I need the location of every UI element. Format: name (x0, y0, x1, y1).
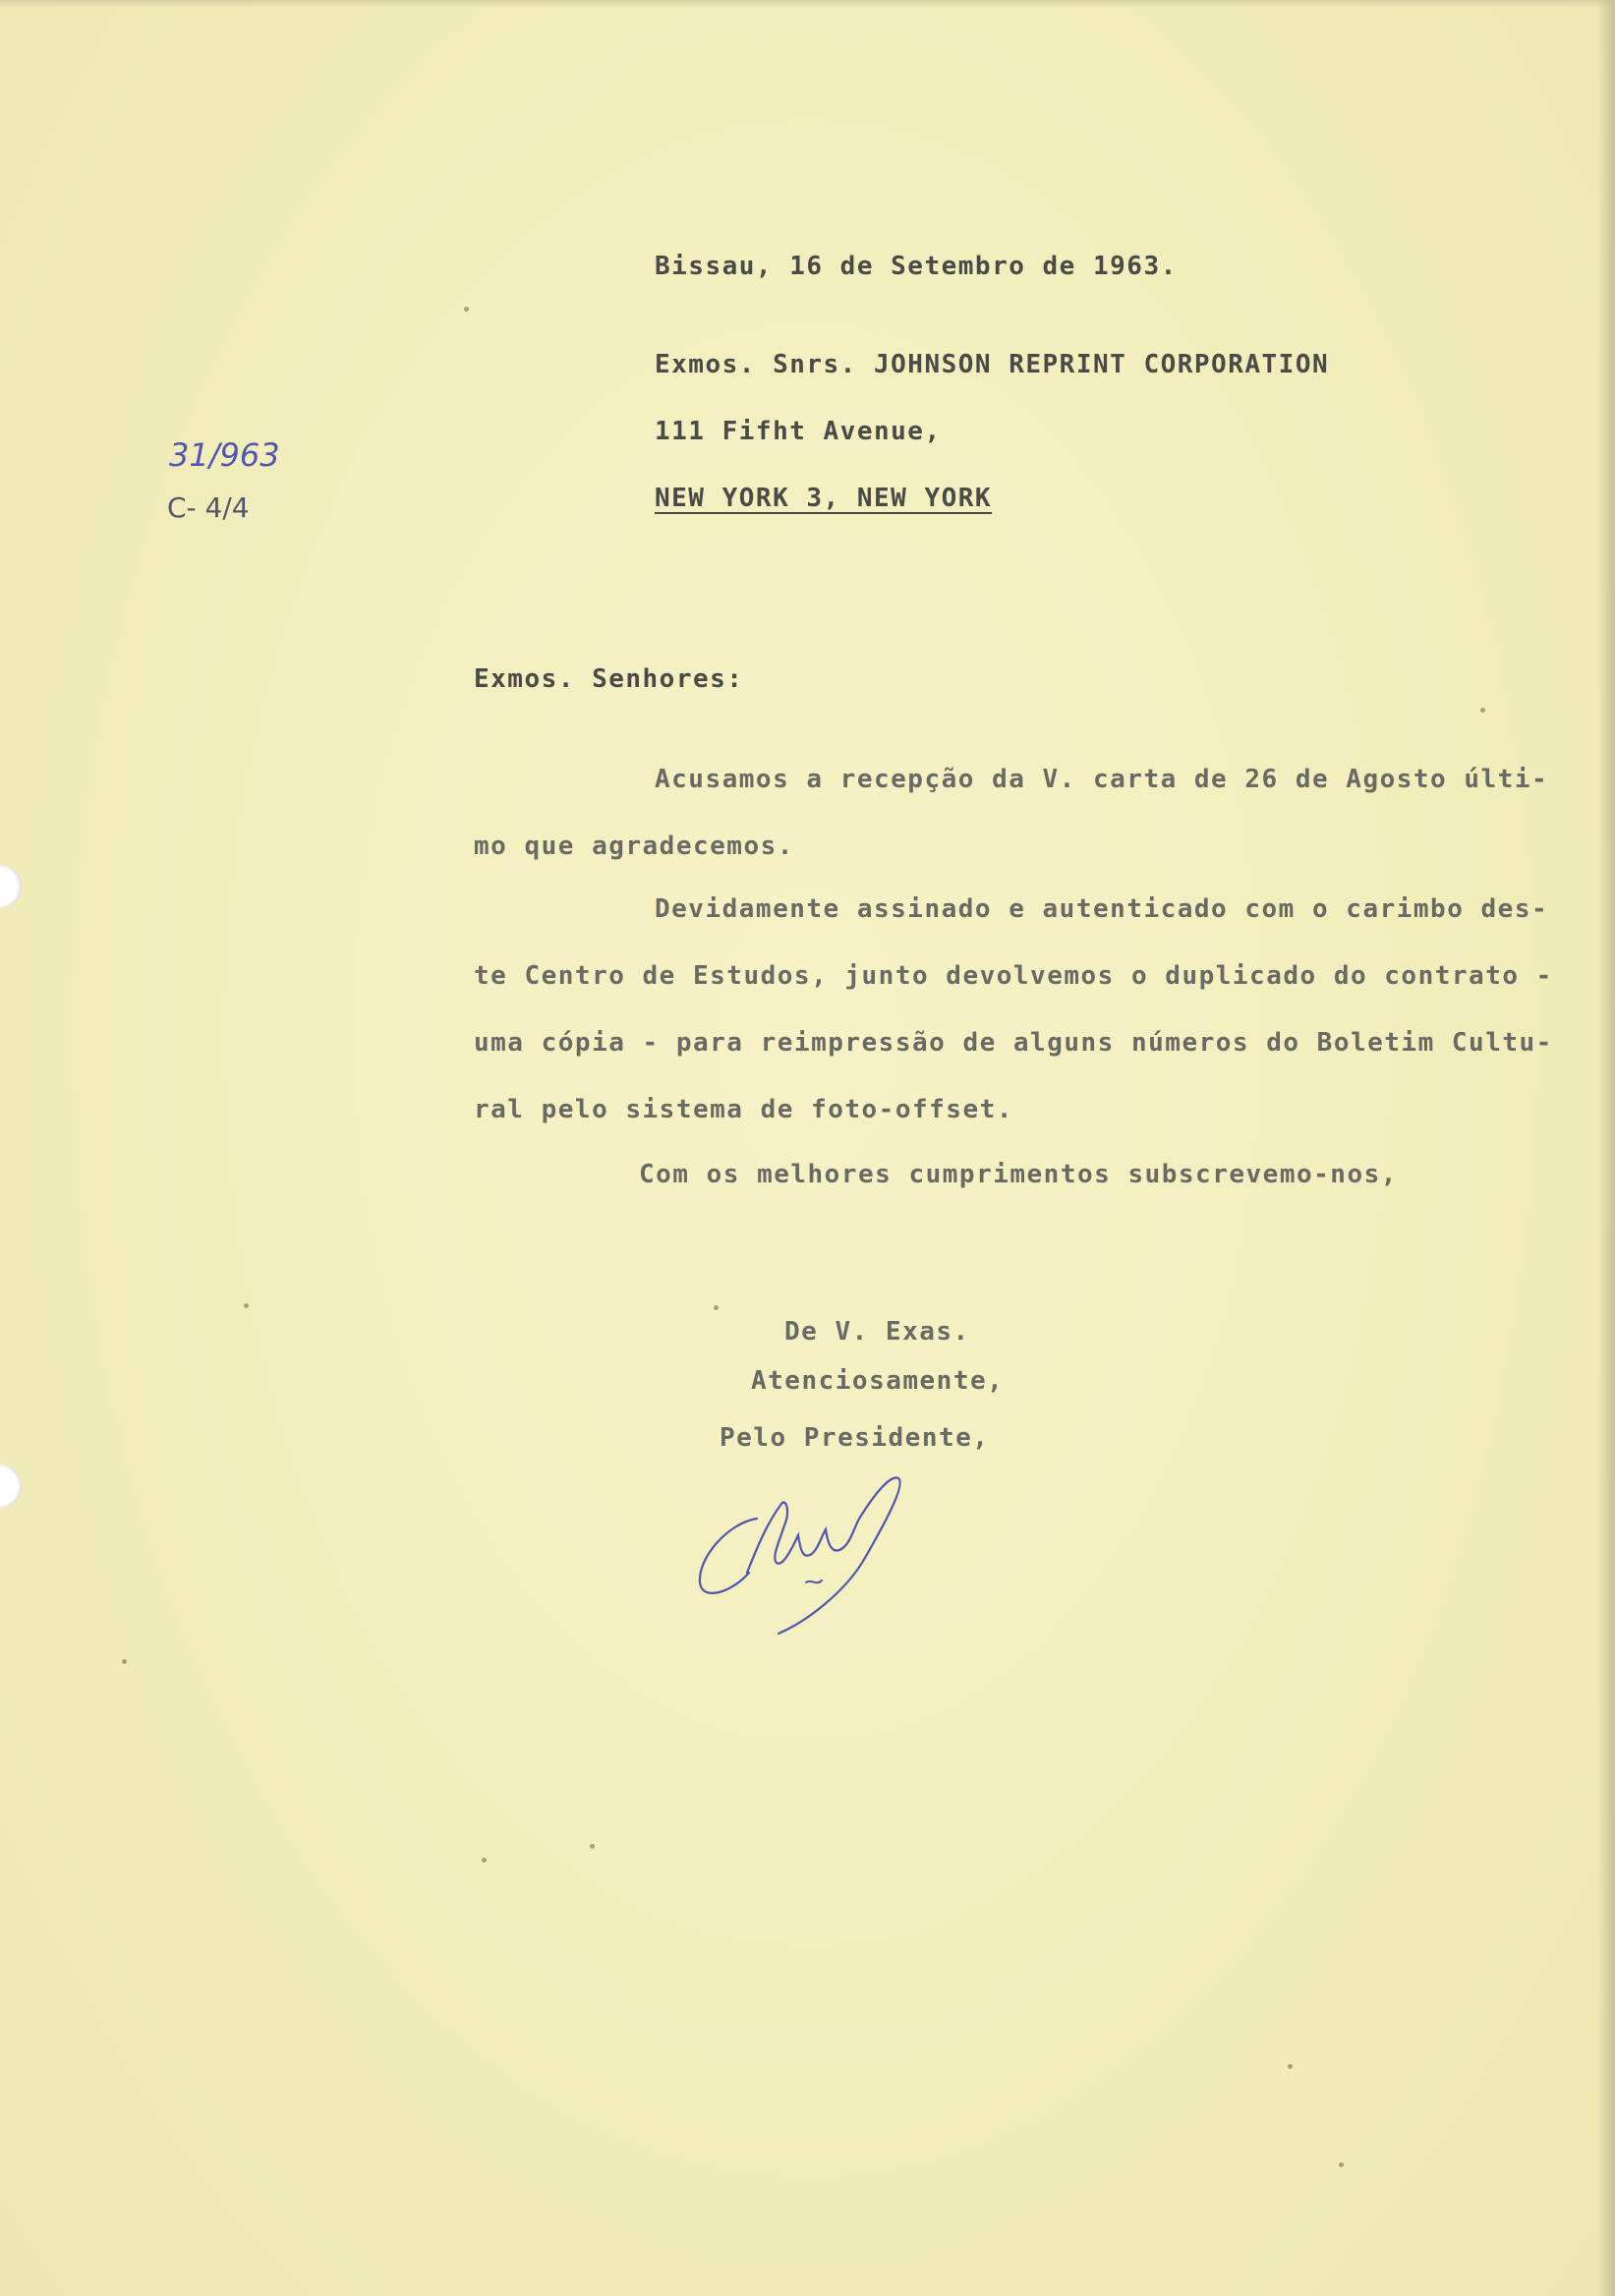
recipient-line-2: 111 Fifht Avenue, (655, 417, 942, 446)
paper-speck (590, 1844, 595, 1849)
paper-speck (244, 1303, 249, 1308)
closing-line: Atenciosamente, (751, 1366, 1005, 1396)
punch-hole-top (0, 865, 22, 908)
paper-speck (1339, 2162, 1344, 2167)
closing-line: Pelo Presidente, (720, 1423, 990, 1453)
paper-speck (1288, 2064, 1293, 2069)
salutation: Exmos. Senhores: (474, 664, 744, 694)
punch-hole-bottom (0, 1464, 22, 1508)
body-line: ral pelo sistema de foto-offset. (474, 1095, 1013, 1124)
paper-speck (464, 307, 469, 312)
body-line: Devidamente assinado e autenticado com o carimbo des- (655, 894, 1549, 924)
body-line: Acusamos a recepção da V. carta de 26 de Agosto últi- (655, 765, 1549, 794)
body-line: te Centro de Estudos, junto devolvemos o duplicado do contrato - (474, 961, 1553, 991)
dateline: Bissau, 16 de Setembro de 1963. (655, 252, 1178, 281)
recipient-line-3: NEW YORK 3, NEW YORK (655, 484, 993, 513)
body-line: Com os melhores cumprimentos subscrevemo-nos, (639, 1160, 1398, 1189)
file-code: C- 4/4 (167, 491, 250, 524)
paper-top-edge (0, 0, 1615, 8)
body-line: mo que agradecemos. (474, 832, 794, 861)
reference-number: 31/963 (169, 436, 280, 474)
paper-speck (122, 1659, 127, 1664)
paper-speck (482, 1858, 487, 1863)
recipient-line-1: Exmos. Snrs. JOHNSON REPRINT CORPORATION (655, 350, 1330, 379)
paper-speck (1480, 708, 1485, 713)
body-line: uma cópia - para reimpressão de alguns números do Boletim Cultu- (474, 1028, 1553, 1058)
paper-speck (714, 1305, 719, 1310)
signature (688, 1464, 983, 1651)
closing-line: De V. Exas. (784, 1317, 970, 1347)
paper-right-edge (1597, 0, 1615, 2296)
